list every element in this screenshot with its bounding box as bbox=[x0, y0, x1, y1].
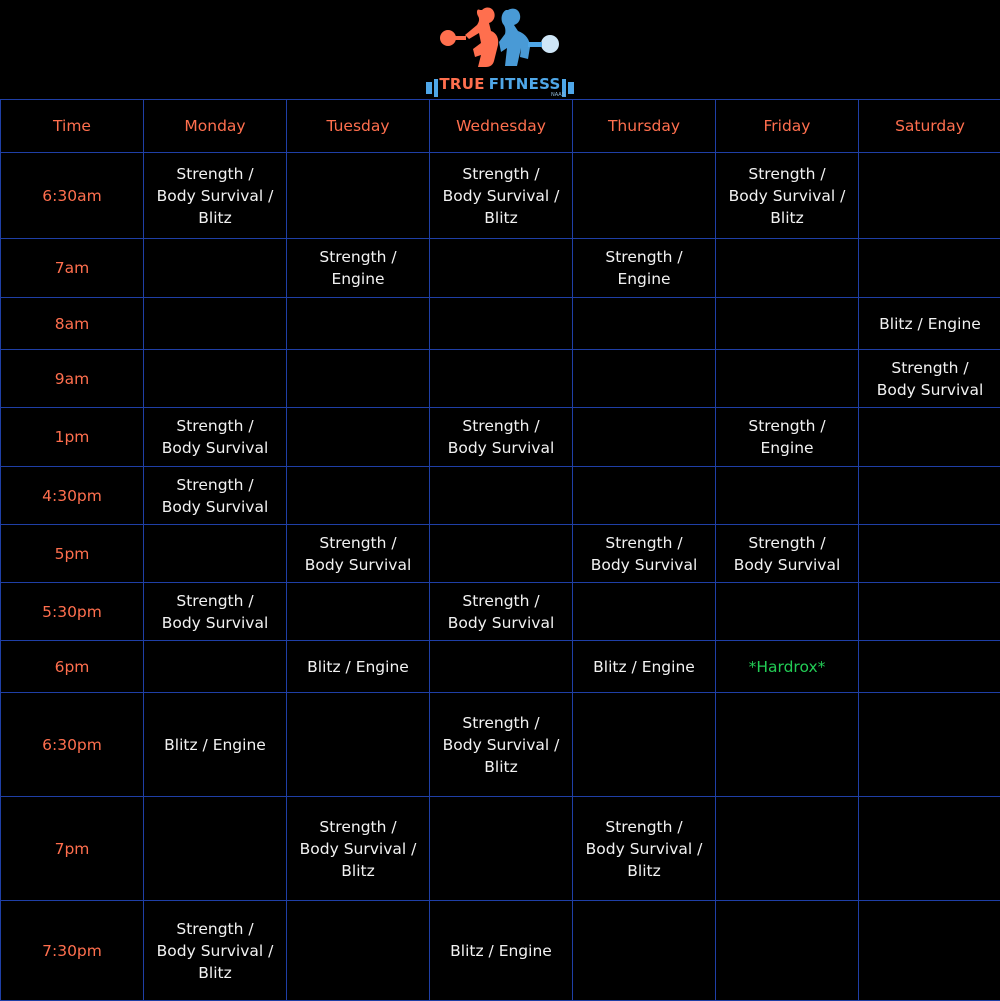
class-cell-wednesday bbox=[430, 525, 573, 583]
time-slot: 6:30am bbox=[1, 153, 144, 239]
table-row bbox=[1, 901, 1000, 1001]
class-cell-saturday bbox=[859, 901, 1000, 1001]
logo-word-true: TRUE bbox=[439, 75, 484, 93]
header-thursday: Thursday bbox=[573, 100, 716, 153]
class-cell-tuesday bbox=[287, 153, 430, 239]
class-cell-thursday bbox=[573, 901, 716, 1001]
class-cell-tuesday bbox=[287, 583, 430, 641]
class-cell-monday bbox=[144, 641, 287, 693]
class-cell-tuesday bbox=[287, 350, 430, 408]
timetable-header-row bbox=[1, 100, 1000, 153]
class-cell-thursday bbox=[573, 153, 716, 239]
table-row bbox=[1, 583, 1000, 641]
class-cell-friday bbox=[716, 583, 859, 641]
class-cell-monday: Strength / Body Survival bbox=[144, 467, 287, 525]
class-cell-tuesday: Strength / Body Survival / Blitz bbox=[287, 797, 430, 901]
class-cell-thursday: Strength / Engine bbox=[573, 239, 716, 298]
header-monday: Monday bbox=[144, 100, 287, 153]
class-cell-monday: Strength / Body Survival / Blitz bbox=[144, 901, 287, 1001]
class-cell-monday: Strength / Body Survival bbox=[144, 408, 287, 467]
time-slot: 7pm bbox=[1, 797, 144, 901]
class-cell-thursday bbox=[573, 583, 716, 641]
time-slot: 6pm bbox=[1, 641, 144, 693]
table-row bbox=[1, 298, 1000, 350]
class-cell-monday bbox=[144, 298, 287, 350]
class-cell-monday bbox=[144, 525, 287, 583]
class-cell-thursday: Strength / Body Survival / Blitz bbox=[573, 797, 716, 901]
header-wednesday: Wednesday bbox=[430, 100, 573, 153]
table-row bbox=[1, 350, 1000, 408]
class-cell-monday: Strength / Body Survival / Blitz bbox=[144, 153, 287, 239]
class-cell-wednesday bbox=[430, 467, 573, 525]
class-cell-friday bbox=[716, 467, 859, 525]
class-cell-wednesday bbox=[430, 797, 573, 901]
table-row bbox=[1, 153, 1000, 239]
true-fitness-logo bbox=[420, 2, 580, 98]
class-cell-tuesday: Strength / Body Survival bbox=[287, 525, 430, 583]
class-cell-friday: Strength / Engine bbox=[716, 408, 859, 467]
time-slot: 4:30pm bbox=[1, 467, 144, 525]
class-cell-wednesday: Strength / Body Survival bbox=[430, 408, 573, 467]
class-cell-tuesday bbox=[287, 408, 430, 467]
class-cell-tuesday bbox=[287, 901, 430, 1001]
class-cell-friday bbox=[716, 298, 859, 350]
class-cell-tuesday: Blitz / Engine bbox=[287, 641, 430, 693]
class-cell-friday: Strength / Body Survival / Blitz bbox=[716, 153, 859, 239]
class-cell-friday bbox=[716, 797, 859, 901]
class-cell-saturday bbox=[859, 153, 1000, 239]
class-cell-friday bbox=[716, 239, 859, 298]
class-cell-saturday: Strength / Body Survival bbox=[859, 350, 1000, 408]
class-cell-monday bbox=[144, 350, 287, 408]
time-slot: 5pm bbox=[1, 525, 144, 583]
class-cell-thursday bbox=[573, 693, 716, 797]
class-cell-thursday bbox=[573, 298, 716, 350]
header-saturday: Saturday bbox=[859, 100, 1000, 153]
class-cell-wednesday bbox=[430, 641, 573, 693]
class-cell-saturday bbox=[859, 408, 1000, 467]
class-cell-wednesday: Strength / Body Survival bbox=[430, 583, 573, 641]
class-cell-friday bbox=[716, 693, 859, 797]
class-cell-monday bbox=[144, 239, 287, 298]
class-cell-wednesday: Strength / Body Survival / Blitz bbox=[430, 153, 573, 239]
table-row bbox=[1, 408, 1000, 467]
class-cell-tuesday bbox=[287, 298, 430, 350]
class-cell-wednesday bbox=[430, 298, 573, 350]
class-cell-thursday bbox=[573, 408, 716, 467]
table-row bbox=[1, 467, 1000, 525]
class-cell-saturday bbox=[859, 797, 1000, 901]
timetable-body bbox=[1, 153, 1000, 1001]
logo-subtext: NAAS bbox=[551, 92, 565, 98]
time-slot: 9am bbox=[1, 350, 144, 408]
class-cell-wednesday: Strength / Body Survival / Blitz bbox=[430, 693, 573, 797]
class-cell-thursday: Strength / Body Survival bbox=[573, 525, 716, 583]
class-cell-wednesday bbox=[430, 239, 573, 298]
class-cell-thursday bbox=[573, 350, 716, 408]
class-cell-saturday bbox=[859, 467, 1000, 525]
table-row bbox=[1, 641, 1000, 693]
class-cell-friday: *Hardrox* bbox=[716, 641, 859, 693]
class-cell-saturday bbox=[859, 641, 1000, 693]
table-row bbox=[1, 693, 1000, 797]
class-cell-saturday: Blitz / Engine bbox=[859, 298, 1000, 350]
class-cell-monday: Blitz / Engine bbox=[144, 693, 287, 797]
class-cell-tuesday bbox=[287, 467, 430, 525]
class-cell-friday: Strength / Body Survival bbox=[716, 525, 859, 583]
class-cell-wednesday bbox=[430, 350, 573, 408]
time-slot: 5:30pm bbox=[1, 583, 144, 641]
class-cell-saturday bbox=[859, 583, 1000, 641]
class-cell-monday: Strength / Body Survival bbox=[144, 583, 287, 641]
class-cell-tuesday bbox=[287, 693, 430, 797]
table-row bbox=[1, 525, 1000, 583]
class-cell-thursday bbox=[573, 467, 716, 525]
logo-word-fitness: FITNESS bbox=[489, 75, 561, 93]
page-header bbox=[0, 0, 1000, 100]
class-timetable bbox=[0, 99, 1000, 1001]
class-cell-saturday bbox=[859, 239, 1000, 298]
header-time: Time bbox=[1, 100, 144, 153]
class-cell-thursday: Blitz / Engine bbox=[573, 641, 716, 693]
class-cell-saturday bbox=[859, 525, 1000, 583]
table-row bbox=[1, 797, 1000, 901]
time-slot: 1pm bbox=[1, 408, 144, 467]
class-cell-friday bbox=[716, 350, 859, 408]
table-row bbox=[1, 239, 1000, 298]
time-slot: 7:30pm bbox=[1, 901, 144, 1001]
time-slot: 6:30pm bbox=[1, 693, 144, 797]
header-tuesday: Tuesday bbox=[287, 100, 430, 153]
class-cell-tuesday: Strength / Engine bbox=[287, 239, 430, 298]
class-cell-saturday bbox=[859, 693, 1000, 797]
time-slot: 8am bbox=[1, 298, 144, 350]
class-cell-monday bbox=[144, 797, 287, 901]
time-slot: 7am bbox=[1, 239, 144, 298]
class-cell-friday bbox=[716, 901, 859, 1001]
header-friday: Friday bbox=[716, 100, 859, 153]
class-cell-wednesday: Blitz / Engine bbox=[430, 901, 573, 1001]
